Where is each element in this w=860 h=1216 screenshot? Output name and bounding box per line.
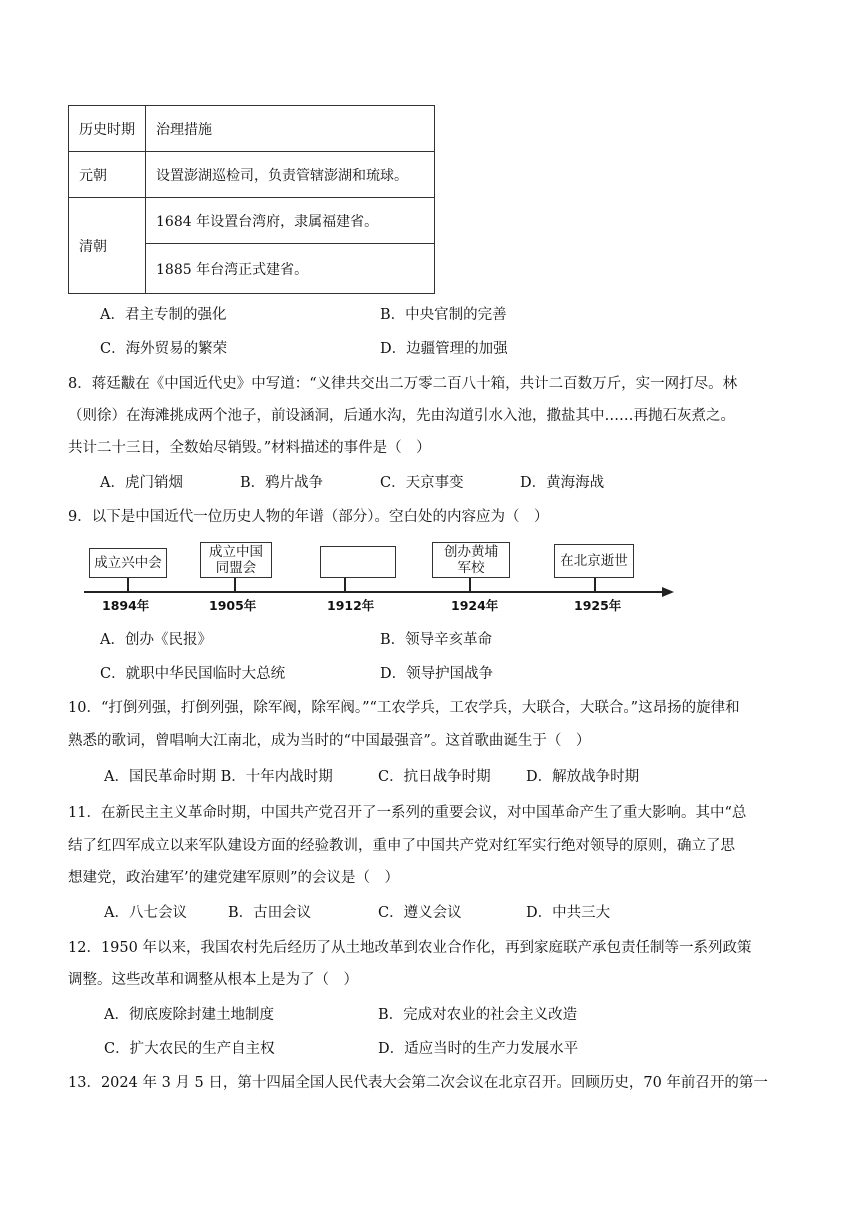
q12-option-a: A．彻底废除封建土地制度 [104,1007,274,1023]
q7-option-c: C．海外贸易的繁荣 [100,341,228,357]
q8-stem-line: 8．蒋廷黻在《中国近代史》中写道：“义律共交出二万零二百八十箱，共计二百数万斤，实一网打尽。林 [68,376,738,392]
q9-option-b: B．领导辛亥革命 [380,632,493,648]
q12-stem-line: 调整。这些改革和调整从根本上是为了（ ） [68,972,358,988]
timeline [84,538,684,618]
timeline-event-1924: 创办黄埔 军校 [432,542,510,578]
table-header-measure: 治理措施 [146,106,435,152]
table-cell-period: 元朝 [69,152,146,198]
timeline-year: 1925年 [574,598,622,613]
q11-option-a: A．八七会议 [104,905,187,921]
timeline-year: 1912年 [327,598,375,613]
q9-option-a: A．创办《民报》 [100,632,212,648]
q11-option-b: B．古田会议 [228,905,312,921]
governance-table [68,105,435,294]
timeline-year: 1924年 [451,598,499,613]
q8-option-d: D．黄海海战 [520,475,605,491]
table-cell-measure: 1684 年设置台湾府，隶属福建省。 [146,198,435,244]
table-row [69,198,435,244]
q10-option-c: C．抗日战争时期 [378,769,491,785]
timeline-event-1905: 成立中国 同盟会 [200,542,272,578]
q8-option-a: A．虎门销烟 [100,475,183,491]
q9-option-d: D．领导护国战争 [380,666,494,682]
table-header-period: 历史时期 [69,106,146,152]
q8-option-c: C．天京事变 [380,475,464,491]
q11-stem-line: 想建党，政治建军’的建党建军原则”的会议是（ ） [68,870,400,886]
q10-stem-line: 熟悉的歌词，曾唱响大江南北，成为当时的“中国最强音”。这首歌曲诞生于（ ） [68,733,591,749]
q11-stem-line: 结了红四军成立以来军队建设方面的经验教训，重申了中国共产党对红军实行绝对领导的原则，确立了思 [68,838,735,854]
q11-stem-line: 11．在新民主主义革命时期，中国共产党召开了一系列的重要会议，对中国革命产生了重大影响。其中“总 [68,805,747,821]
q9-stem: 9．以下是中国近代一位历史人物的年谱（部分）。空白处的内容应为（ ） [68,509,549,525]
q7-option-d: D．边疆管理的加强 [380,341,508,357]
q12-option-b: B．完成对农业的社会主义改造 [378,1007,578,1023]
q12-option-d: D．适应当时的生产力发展水平 [378,1041,579,1057]
table-cell-measure: 设置澎湖巡检司，负责管辖澎湖和琉球。 [146,152,435,198]
q10-option-d: D．解放战争时期 [526,769,640,785]
timeline-event-1894: 成立兴中会 [89,548,167,578]
q13-stem-line: 13．2024 年 3 月 5 日，第十四届全国人民代表大会第二次会议在北京召开。回顾历史，70 年前召开的第一 [68,1075,768,1091]
q9-option-c: C．就职中华民国临时大总统 [100,666,286,682]
q7-option-a: A．君主专制的强化 [100,307,227,323]
q10-option-ab: A．国民革命时期 B．十年内战时期 [104,769,333,785]
timeline-year: 1894年 [102,598,150,613]
q12-option-c: C．扩大农民的生产自主权 [104,1041,275,1057]
q11-option-d: D．中共三大 [526,905,611,921]
q7-option-b: B．中央官制的完善 [380,307,507,323]
q12-stem-line: 12．1950 年以来，我国农村先后经历了从土地改革到农业合作化，再到家庭联产承包责任制等一系列政策 [68,940,752,956]
timeline-year: 1905年 [209,598,257,613]
timeline-blank-1912 [320,546,396,578]
q10-stem-line: 10．“打倒列强，打倒列强，除军阀，除军阀。”“工农学兵，工农学兵，大联合，大联合。”这昂扬的旋律和 [68,700,740,716]
table-row [69,152,435,198]
table-row [69,106,435,152]
table-cell-period: 清朝 [69,198,146,294]
q8-stem-line: （则徐）在海滩挑成两个池子，前设涵洞，后通水沟，先由沟道引水入池，撒盐其中……再抛石灰煮之。 [68,408,735,424]
q8-stem-line: 共计二十三日，全数始尽销毁。”材料描述的事件是（ ） [68,440,431,456]
timeline-event-1925: 在北京逝世 [554,544,634,578]
table-cell-measure: 1885 年台湾正式建省。 [146,244,435,294]
q11-option-c: C．遵义会议 [378,905,462,921]
q8-option-b: B．鸦片战争 [240,475,324,491]
